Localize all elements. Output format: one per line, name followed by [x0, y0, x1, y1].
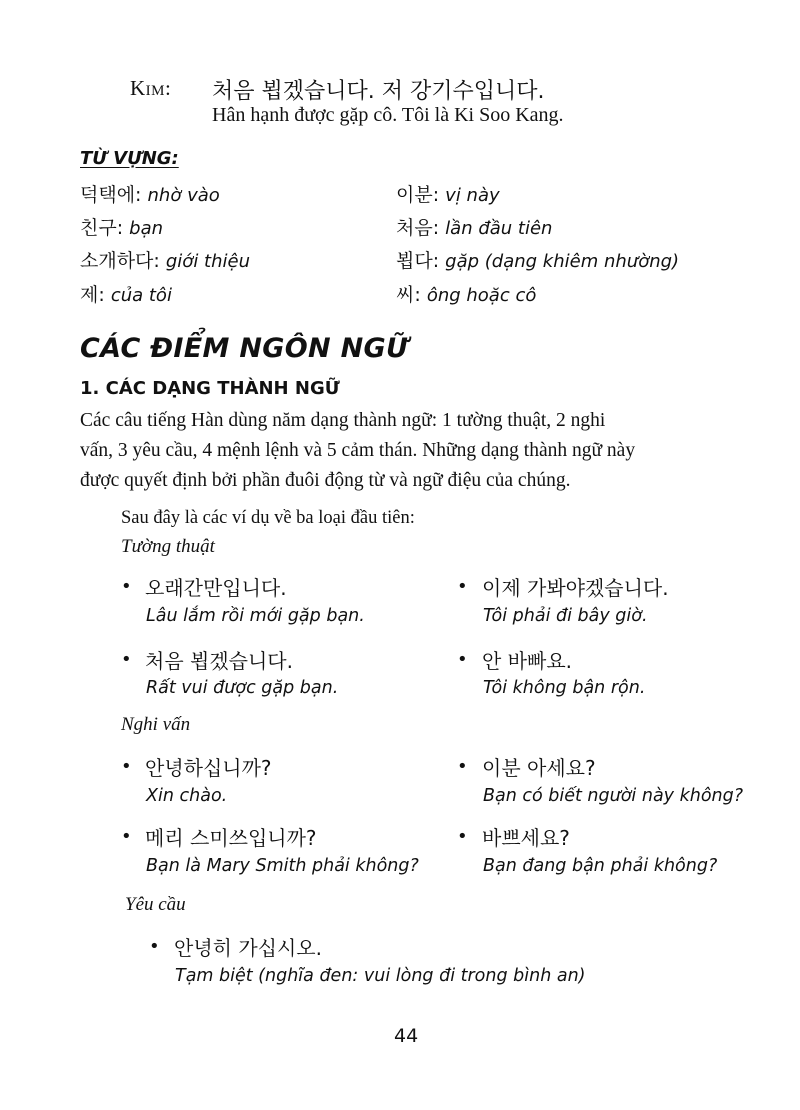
subsection-title: 1. CÁC DẠNG THÀNH NGỮ	[80, 378, 340, 399]
example-korean: 처음 뵙겠습니다.	[145, 649, 293, 673]
example-korean: 안녕하십니까?	[145, 756, 272, 780]
bullet-icon: •	[149, 936, 160, 957]
example-korean: 이분 아세요?	[482, 756, 596, 780]
example-vietnamese: Bạn có biết người này không?	[483, 786, 744, 806]
vocab-item	[80, 213, 163, 240]
vocab-meaning: ông hoặc cô	[426, 285, 537, 306]
vocab-word: 처음:	[396, 217, 440, 239]
vocab-item	[80, 246, 250, 273]
example-vietnamese: Tôi phải đi bây giờ.	[483, 606, 648, 626]
bullet-icon: •	[121, 576, 132, 597]
vocab-item	[396, 280, 536, 307]
example-vietnamese: Tôi không bận rộn.	[483, 678, 646, 698]
vocab-word: 제:	[80, 284, 105, 306]
example-vietnamese: Bạn đang bận phải không?	[483, 856, 718, 876]
speaker-label: Kim:	[130, 76, 172, 100]
example-vietnamese: Rất vui được gặp bạn.	[146, 678, 339, 698]
example-korean: 안녕히 가십시오.	[174, 936, 322, 960]
section-title: CÁC ĐIỂM NGÔN NGỮ	[80, 333, 409, 364]
example-vietnamese: Tạm biệt (nghĩa đen: vui lòng đi trong bình an)	[175, 966, 586, 986]
example-korean: 이제 가봐야겠습니다.	[482, 576, 669, 600]
paragraph-line: được quyết định bởi phần đuôi động từ và ngữ điệu của chúng.	[80, 470, 571, 491]
vocab-meaning: nhờ vào	[147, 185, 220, 206]
paragraph-line: vấn, 3 yêu cầu, 4 mệnh lệnh và 5 cảm thán. Những dạng thành ngữ này	[80, 440, 636, 461]
vocab-item	[396, 180, 500, 207]
bullet-icon: •	[457, 826, 468, 847]
examples-intro: Sau đây là các ví dụ về ba loại đầu tiên:	[121, 508, 415, 528]
category-label: Nghi vấn	[121, 714, 191, 735]
vocabulary-title: TỪ VỰNG:	[80, 148, 179, 169]
vocab-meaning: lần đầu tiên	[445, 218, 553, 239]
example-vietnamese: Lâu lắm rồi mới gặp bạn.	[146, 606, 365, 626]
bullet-icon: •	[121, 826, 132, 847]
vocab-meaning: gặp (dạng khiêm nhường)	[445, 251, 680, 272]
vocab-meaning: của tôi	[110, 285, 172, 306]
bullet-icon: •	[457, 649, 468, 670]
vocab-item	[80, 180, 220, 207]
bullet-icon: •	[457, 756, 468, 777]
category-label: Yêu cầu	[125, 894, 186, 915]
vocab-word: 소개하다:	[80, 250, 160, 272]
dialogue-korean: 처음 뵙겠습니다. 저 강기수입니다.	[212, 79, 545, 104]
dialogue-vietnamese: Hân hạnh được gặp cô. Tôi là Ki Soo Kang.	[212, 104, 564, 126]
vocab-meaning: giới thiệu	[165, 251, 250, 272]
paragraph-line: Các câu tiếng Hàn dùng năm dạng thành ngữ: 1 tường thuật, 2 nghi	[80, 410, 606, 431]
vocab-word: 이분:	[396, 184, 440, 206]
vocab-word: 뵙다:	[396, 250, 440, 272]
example-vietnamese: Xin chào.	[146, 786, 228, 806]
example-korean: 바쁘세요?	[482, 826, 570, 850]
vocab-word: 씨:	[396, 284, 421, 306]
vocab-meaning: bạn	[129, 218, 164, 239]
example-vietnamese: Bạn là Mary Smith phải không?	[146, 856, 419, 876]
bullet-icon: •	[121, 649, 132, 670]
bullet-icon: •	[121, 756, 132, 777]
bullet-icon: •	[457, 576, 468, 597]
example-korean: 안 바빠요.	[482, 649, 572, 673]
example-korean: 메리 스미쓰입니까?	[145, 826, 317, 850]
vocab-item	[396, 246, 679, 273]
category-label: Tường thuật	[121, 536, 215, 557]
example-korean: 오래간만입니다.	[145, 576, 287, 600]
vocab-word: 덕택에:	[80, 184, 142, 206]
vocab-word: 친구:	[80, 217, 124, 239]
vocab-item	[396, 213, 552, 240]
page-number: 44	[394, 1025, 419, 1047]
vocab-item	[80, 280, 172, 307]
vocab-meaning: vị này	[445, 185, 500, 206]
